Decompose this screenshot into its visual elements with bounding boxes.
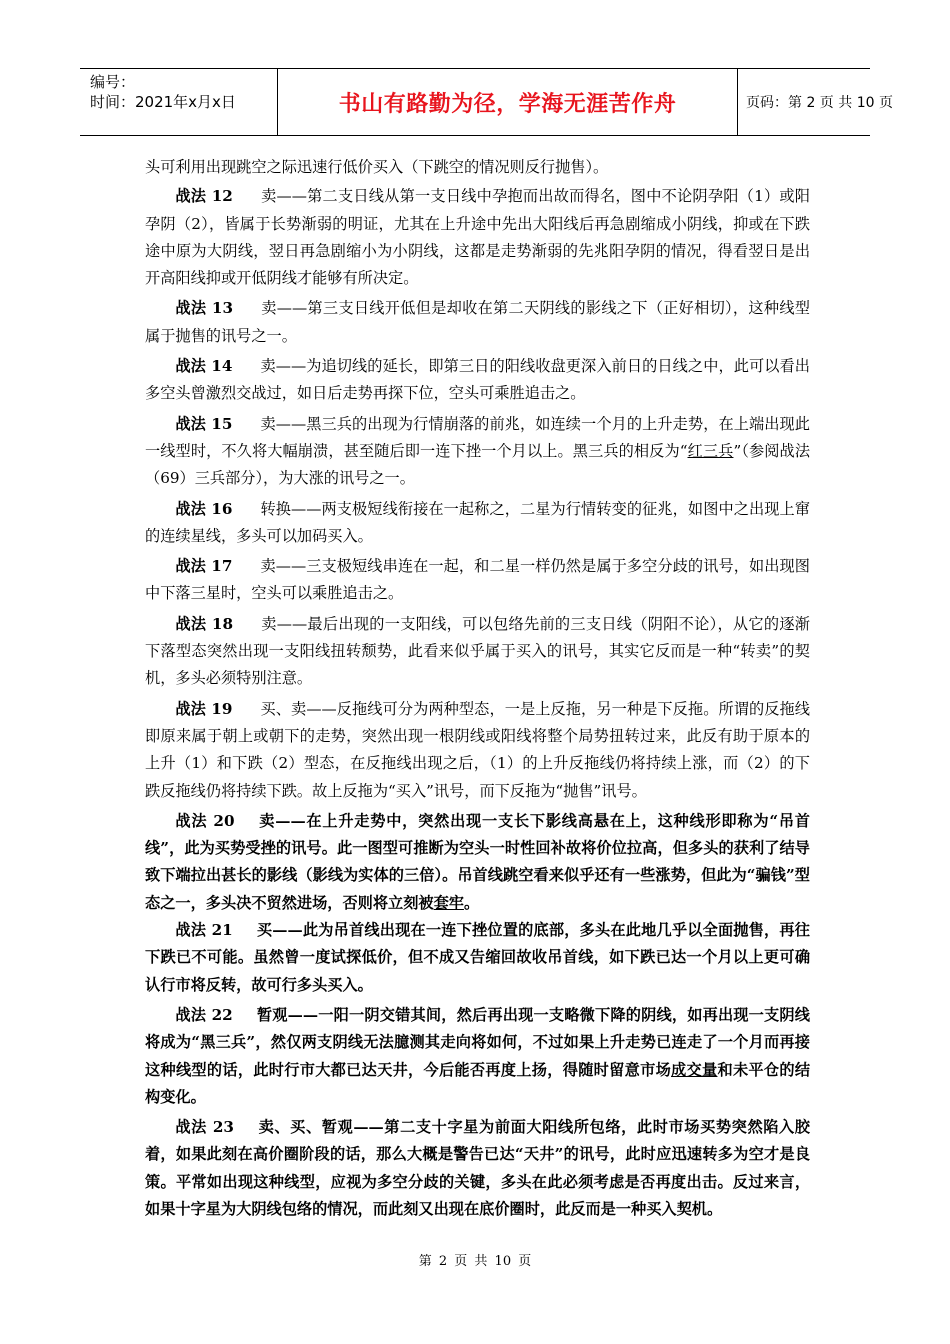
section-text: 转换——两支极短线衔接在一起称之，二星为行情转变的征兆，如图中之出现上窜的连续星线，多头可以加码买入。 — [145, 499, 810, 545]
intro-paragraph: 头可利用出现跳空之际迅速行低价买入（下跳空的情况则反行抛售）。 — [145, 158, 609, 176]
section-text: 卖、买、暂观——第二支十字星为前面大阳线所包络，此时市场买势突然陷入胶着，如果此刻在高价圈阶段的话，那么大概是警告已达“天井”的讯号，此时应迅速转多为空才是良策。平常如出现这种线型，应视为多空分歧的关键，多头在此必须考虑是否再度出击。反过来言，如果十字星为大阴线包络的情况，而此刻又出现在底价圈时，此反而是一种买入契机。 — [145, 1118, 810, 1218]
section-paragraph — [145, 1114, 810, 1223]
section-tag: 战法 16 — [175, 499, 233, 518]
section-paragraph — [145, 295, 810, 350]
page-header — [80, 68, 893, 136]
section-paragraph — [145, 696, 810, 805]
section-tag: 战法 15 — [175, 414, 233, 433]
section-text: ”（参阅战法（69）三兵部分），为大涨的讯号之一。 — [145, 441, 811, 488]
section-text: 卖——第二支日线从第一支日线中孕抱而出故而得名，图中不论阴孕阳（1）或阳孕阴（2），皆属于长势渐弱的明证，尤其在上升途中先出大阳线后再急剧缩成小阴线，抑或在下跌途中原为大阴线，翌日再急剧缩小为小阴线，这都是走势渐弱的先兆阳孕阴的情况，得看翌日是出开高阳线抑或开低阴线才能够有所决定。 — [145, 187, 810, 288]
section-tag: 战法 13 — [175, 299, 234, 318]
date-label: 时间：2021年x月x日 — [90, 93, 236, 111]
section-tag: 战法 19 — [175, 699, 233, 718]
section-paragraph — [145, 611, 810, 693]
header-motto: 书山有路勤为径，学海无涯苦作舟 — [338, 91, 677, 117]
section-paragraph — [145, 917, 810, 999]
section-text: 卖——为追切线的延长，即第三日的阳线收盘更深入前日的日线之中，此可以看出多空头曾激烈交战过，如日后走势再探下位，空头可乘胜追击之。 — [145, 357, 810, 403]
header-page-info: 页码：第 2 页 共 10 页 — [746, 95, 893, 111]
section-text: 买——此为吊首线出现在一连下挫位置的底部，多头在此地几乎以全面抛售，再往下跌已不可能。虽然曾一度试探低价，但不成又告缩回故收吊首线，如下跌已达一个月以上更可确认行市将反转，故可行多头买入。 — [145, 921, 810, 994]
document-body — [145, 154, 810, 1226]
section-paragraph — [145, 1002, 810, 1111]
page-footer: 第 2 页 共 10 页 — [418, 1254, 532, 1269]
section-text: 卖——第三支日线开低但是却收在第二天阴线的影线之下（正好相切），这种线型属于抛售的讯号之一。 — [145, 299, 810, 345]
section-text: 卖——黑三兵的出现为行情崩落的前兆，如连续一个月的上升走势，在上端出现此一线型时，不久将大幅崩溃，甚至随后即一连下挫一个月以上。黑三兵的相反为“ — [145, 414, 810, 460]
section-paragraph — [145, 553, 810, 608]
section-tag: 战法 21 — [175, 921, 233, 940]
hyperlink-trapped[interactable]: 套牢 — [433, 893, 464, 912]
section-tag: 战法 23 — [175, 1118, 234, 1137]
header-motto-cell — [278, 69, 738, 135]
header-meta — [80, 69, 278, 135]
section-tag: 战法 20 — [175, 811, 235, 830]
section-paragraph — [145, 411, 810, 493]
section-tag: 战法 14 — [175, 357, 233, 376]
section-tag: 战法 12 — [175, 187, 233, 206]
hyperlink-volume[interactable]: 成交量 — [671, 1060, 718, 1079]
section-paragraph — [145, 183, 810, 292]
hyperlink-red-three-soldiers[interactable]: 红三兵 — [687, 441, 734, 460]
section-text: 卖——在上升走势中，突然出现一支长下影线高悬在上，这种线形即称为“吊首线”，此为买势受挫的讯号。此一图型可推断为空头一时性回补故将价位拉高，但多头的获利了结导致下端拉出甚长的影线（影线为实体的三倍）。吊首线跳空看来似乎还有一些涨势，但此为“骗钱”型态之一，多头决不贸然进场，否则将立刻被 — [145, 811, 810, 912]
section-tag: 战法 17 — [175, 557, 233, 576]
section-text: 买、卖——反拖线可分为两种型态，一是上反拖，另一种是下反拖。所谓的反拖线即原来属于朝上或朝下的走势，突然出现一根阴线或阳线将整个局势扭转过来，此反有助于原本的上升（1）和下跌（2）型态，在反拖线出现之后，（1）的上升反拖线仍将持续上涨，而（2）的下跌反拖线仍将持续下跌。故上反拖为“买入”讯号，而下反拖为“抛售”讯号。 — [145, 699, 810, 800]
section-tag: 战法 18 — [175, 614, 234, 633]
section-text: 卖——三支极短线串连在一起，和二星一样仍然是属于多空分歧的讯号，如出现图中下落三星时，空头可以乘胜追击之。 — [145, 557, 810, 603]
section-text: 暂观——一阳一阴交错其间，然后再出现一支略微下降的阴线，如再出现一支阴线将成为“黑三兵”，然仅两支阴线无法臆测其走向将如何，不过如果上升走势已连走了一个月而再接这种线型的话，此时行市大都已达天井，今后能否再度上扬，得随时留意市场 — [145, 1005, 810, 1079]
number-label: 编号： — [90, 73, 136, 91]
section-text: 。 — [463, 893, 480, 912]
section-paragraph — [145, 353, 810, 408]
section-text: 卖——最后出现的一支阳线，可以包络先前的三支日线（阴阳不论），从它的逐渐下落型态突然出现一支阳线扭转颓势，此看来似乎属于买入的讯号，其实它反而是一种“转卖”的契机，多头必须特别注意。 — [145, 614, 810, 688]
section-paragraph — [145, 808, 810, 917]
section-paragraph — [145, 496, 810, 551]
section-text: 和未平仓的结构变化。 — [145, 1060, 811, 1106]
section-tag: 战法 22 — [175, 1005, 233, 1024]
